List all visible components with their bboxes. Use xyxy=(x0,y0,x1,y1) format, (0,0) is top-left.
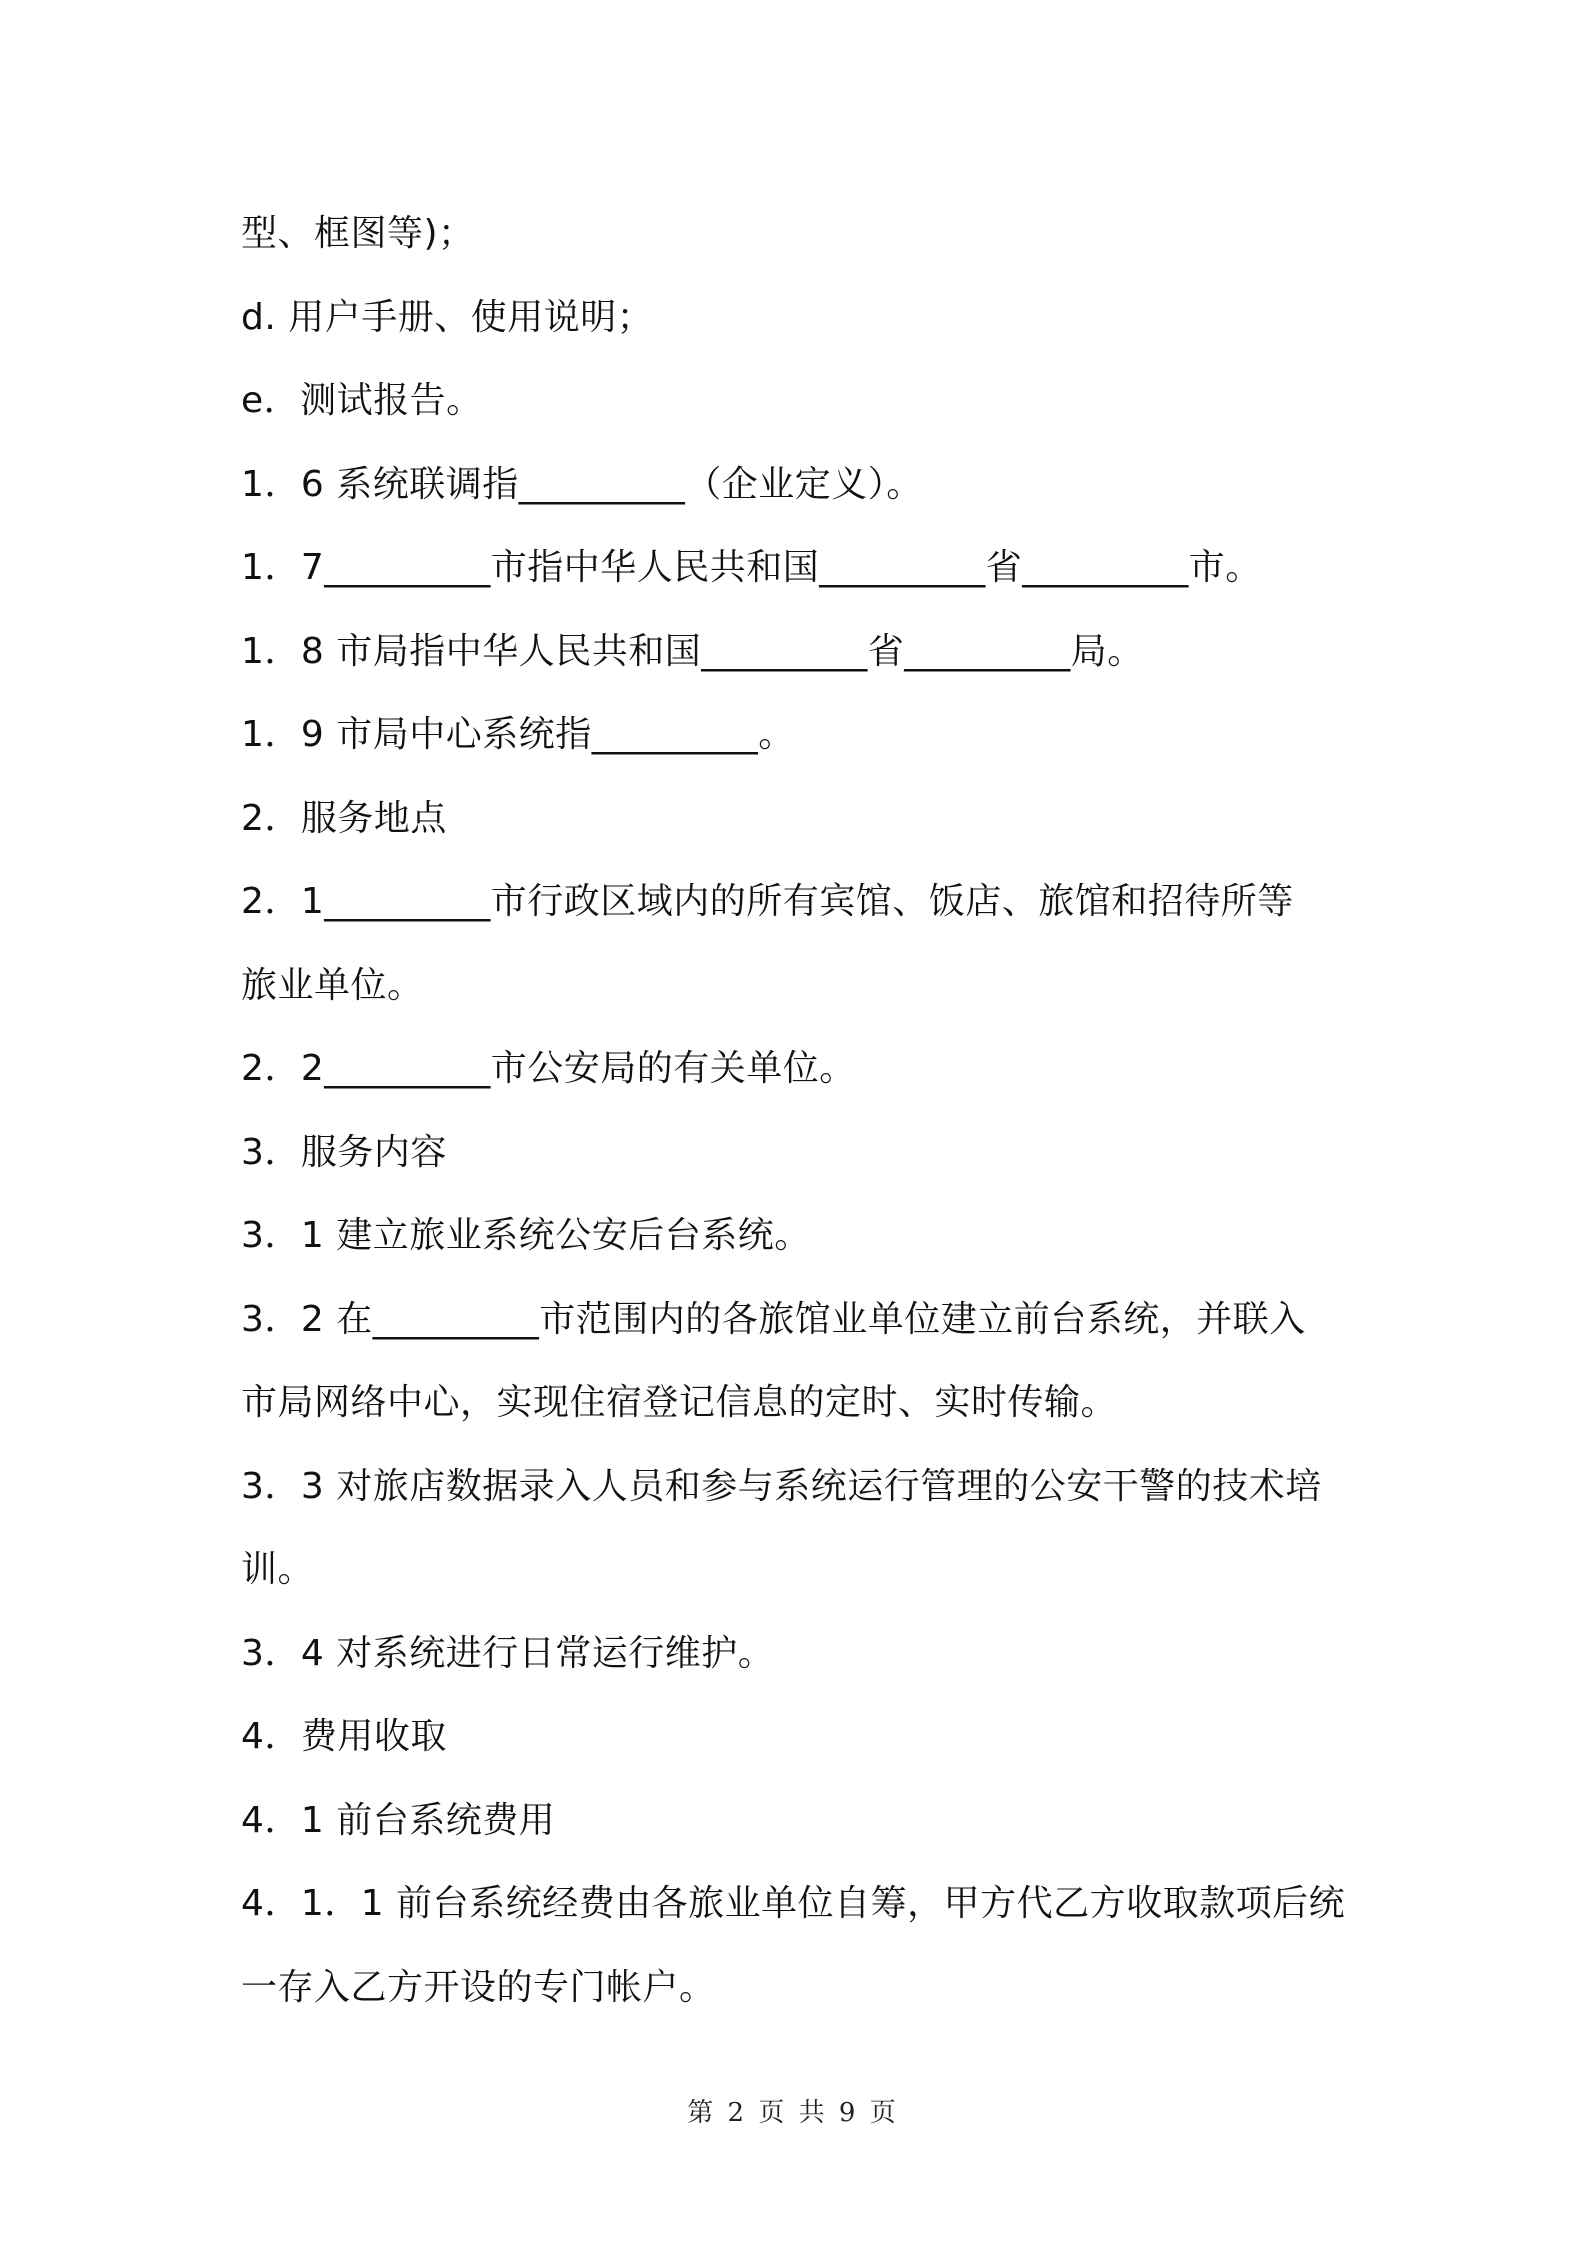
text-line: 2．2_________市公安局的有关单位。 xyxy=(241,1048,856,1089)
section-heading: 3．服务内容 xyxy=(241,1131,447,1173)
text-line: 旅业单位。 xyxy=(241,964,424,1006)
text-line: 4．1 前台系统费用 xyxy=(241,1799,556,1841)
text-line: 一存入乙方开设的专门帐户。 xyxy=(241,1966,716,2008)
text-line: 型、框图等)； xyxy=(241,213,475,254)
page-number-footer: 第 2 页 共 9 页 xyxy=(687,2098,899,2128)
text-line: 4．1．1 前台系统经费由各旅业单位自筹，甲方代乙方收取款项后统 xyxy=(241,1883,1346,1924)
text-line: 训。 xyxy=(241,1549,315,1590)
text-line: 1．6 系统联调指_________（企业定义）。 xyxy=(241,463,923,505)
text-line: 1．9 市局中心系统指_________。 xyxy=(241,714,795,755)
text-line: 3．4 对系统进行日常运行维护。 xyxy=(241,1632,775,1674)
text-line: 3．1 建立旅业系统公安后台系统。 xyxy=(241,1215,811,1256)
text-line: 1．8 市局指中华人民共和国_________省_________局。 xyxy=(241,630,1144,672)
section-heading: 4．费用收取 xyxy=(241,1716,447,1757)
text-line: 3．3 对旅店数据录入人员和参与系统运行管理的公安干警的技术培 xyxy=(241,1465,1322,1507)
text-line: e．测试报告。 xyxy=(241,380,483,421)
section-heading: 2．服务地点 xyxy=(241,797,447,839)
document-body xyxy=(241,192,1361,2029)
text-line: 2．1_________市行政区域内的所有宾馆、饭店、旅馆和招待所等 xyxy=(241,881,1294,922)
text-line: 市局网络中心，实现住宿登记信息的定时、实时传输。 xyxy=(241,1382,1118,1423)
text-line: 3．2 在_________市范围内的各旅馆业单位建立前台系统，并联入 xyxy=(241,1298,1306,1340)
text-line: 1．7_________市指中华人民共和国_________省_________市。 xyxy=(241,547,1262,588)
text-line: d. 用户手册、使用说明； xyxy=(241,296,654,338)
